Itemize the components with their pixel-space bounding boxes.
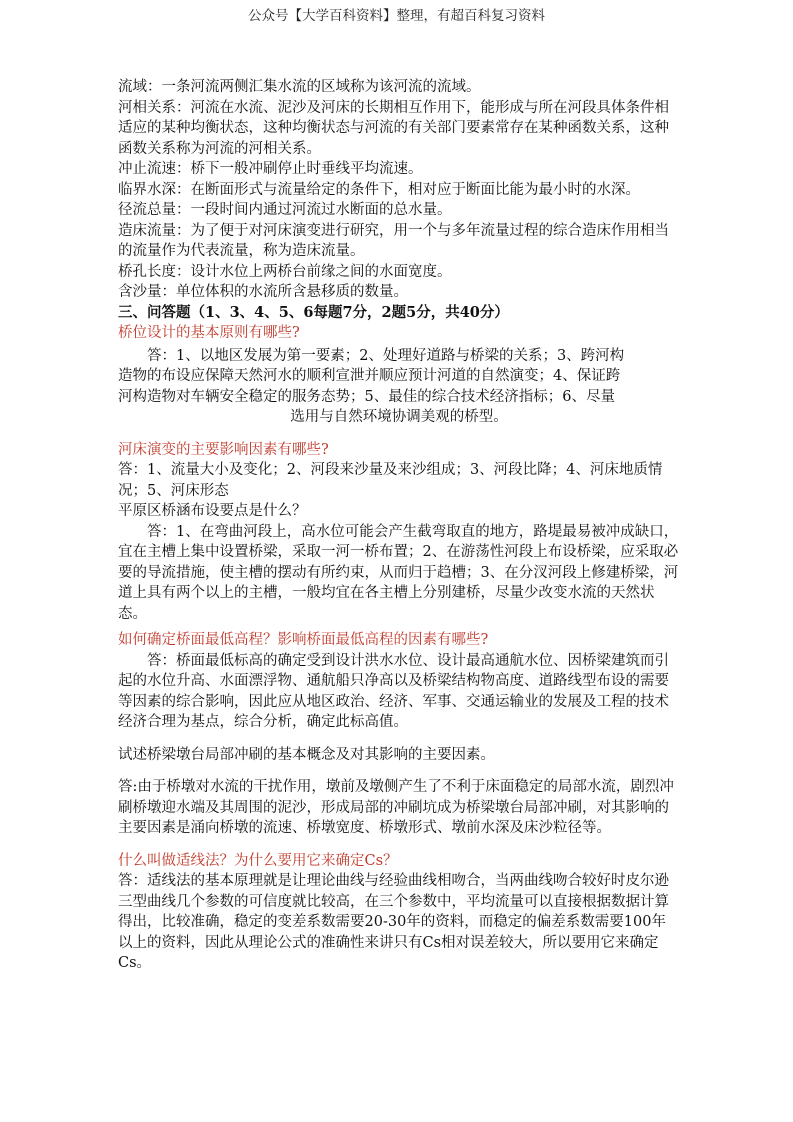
question-6: 什么叫做适线法？为什么要用它来确定Cs？ (118, 852, 398, 869)
question-5: 试述桥梁墩台局部冲刷的基本概念及对其影响的主要因素。 (118, 746, 495, 763)
question-4: 如何确定桥面最低高程？影响桥面最低高程的因素有哪些? (118, 632, 489, 648)
answer-3: 答：1、在弯曲河段上，高水位可能会产生截弯取直的地方，路堤最易被冲成缺口，宜在主槽上集中设置桥梁，采取一河一桥布置；2、在游荡性河段上布设桥梁，应采取必要的导流措施，使主槽的摆动有所约束，从而归于趋槽；3、在分汊河段上修建桥梁，河道上具有两个以上的主槽，一般均宜在各主槽上分别建桥，尽量少改变水流的天然状态。 (118, 523, 679, 622)
answer-4: 答：桥面最低标高的确定受到设计洪水水位、设计最高通航水位、因桥梁建筑而引起的水位升高、水面漂浮物、通航船只净高以及桥梁结构物高度、道路线型布设的需要等因素的综合影响，因此应从地区政治、经济、军事、交通运输业的发展及工程的技术经济合理为基点，综合分析，确定此标高值。 (118, 652, 669, 730)
answer-5: 答:由于桥墩对水流的干扰作用，墩前及墩侧产生了不利于床面稳定的局部水流，剧烈冲刷桥墩迎水端及其周围的泥沙，形成局部的冲刷坑成为桥梁墩台局部冲刷，对其影响的主要因素是涌向桥墩的流速、桥墩宽度、桥墩形式、墩前水深及床沙粒径等。 (118, 779, 674, 836)
answer-6: 答：适线法的基本原理就是让理论曲线与经验曲线相吻合，当两曲线吻合较好时皮尔逊三型曲线几个参数的可信度就比较高，在三个参数中，平均流量可以直接根据数据计算得出，比较准确，稳定的变差系数需要20-30年的资料，而稳定的偏差系数需要100年以上的资料，因此从理论公式的准确性来讲只有Cs相对误差较大，所以要用它来确定Cs。 (118, 873, 669, 971)
section-title: 三、问答题（1、3、4、5、6每题7分，2题5分，共40分） (118, 303, 509, 321)
definition-watershed: 流域：一条河流两侧汇集水流的区域称为该河流的流域。 (118, 79, 481, 95)
definition-runoff-volume: 径流总量：一段时间内通过河流过水断面的总水量。 (118, 202, 452, 218)
definition-critical-depth: 临界水深：在断面形式与流量给定的条件下，相对应于断面比能为最小时的水深。 (118, 181, 640, 198)
document-body (118, 77, 680, 974)
definition-scour-stop-velocity: 冲止流速：桥下一般冲刷停止时垂线平均流速。 (118, 161, 423, 177)
answer-2: 答：1、流量大小及变化；2、河段来沙量及来沙组成；3、河段比降；4、河床地质情况；5、河床形态 (118, 462, 663, 499)
answer-1-line-3: 河构造物对车辆安全稳定的服务态势；5、最佳的综合技术经济指标；6、尽量 (118, 388, 615, 405)
definition-dominant-discharge: 造床流量：为了便于对河床演变进行研究，用一个与多年流量过程的综合造床作用相当的流量作为代表流量，称为造床流量。 (118, 222, 669, 259)
definition-sediment-concentration: 含沙量：单位体积的水流所含悬移质的数量。 (118, 284, 408, 300)
page-header: 公众号【大学百科资料】整理，有超百科复习资料 (248, 8, 545, 24)
question-3: 平原区桥涵布设要点是什么？ (118, 503, 307, 519)
question-2: 河床演变的主要影响因素有哪些? (118, 441, 329, 458)
question-1: 桥位设计的基本原则有哪些? (118, 325, 300, 341)
definition-bridge-opening-length: 桥孔长度：设计水位上两桥台前缘之间的水面宽度。 (118, 263, 452, 280)
answer-1-line-1: 答：1、以地区发展为第一要素；2、处理好道路与桥梁的关系；3、跨河构 (147, 347, 625, 364)
answer-1-line-4: 选用与自然环境协调美观的桥型。 (290, 409, 508, 425)
answer-1-line-2: 造物的布设应保障天然河水的顺利宣泄并顺应预计河道的自然演变；4、保证跨 (118, 368, 621, 384)
answer-1 (118, 346, 680, 428)
definition-river-regime: 河相关系：河流在水流、泥沙及河床的长期相互作用下，能形成与所在河段具体条件相适应的某种均衡状态，这种均衡状态与河流的有关部门要素常存在某种函数关系，这种函数关系称为河流的河相关系。 (118, 99, 669, 157)
